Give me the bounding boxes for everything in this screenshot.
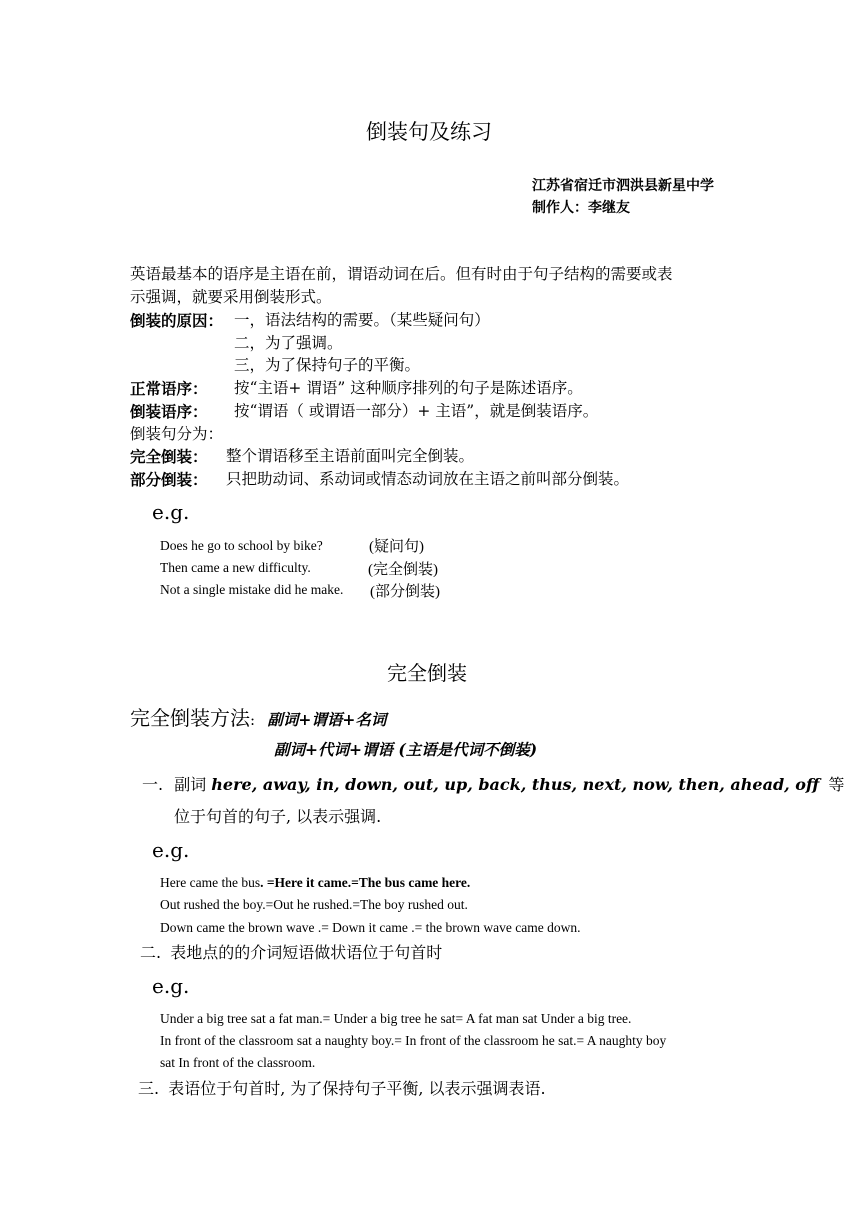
example-under-tree: Under a big tree sat a fat man.= Under a big tree he sat= A fat man sat Under a big tree. — [160, 1011, 632, 1026]
document-title: 倒装句及练习 — [366, 120, 492, 144]
point-3-number: 三. — [138, 1079, 160, 1098]
eg-label-2: e.g. — [152, 838, 190, 862]
point-3-text: 表语位于句首时, 为了保持句子平衡, 以表示强调表语. — [168, 1079, 546, 1098]
point-2 — [140, 940, 442, 963]
point-3 — [138, 1076, 546, 1099]
reason-3: 三，为了保持句子的平衡。 — [234, 356, 421, 374]
author-school: 江苏省宿迁市泗洪县新星中学 — [532, 178, 714, 194]
partial-inversion-text: 只把助动词、系动词或情态动词放在主语之前叫部分倒装。 — [226, 470, 630, 488]
example-1-note: (疑问句) — [369, 539, 424, 555]
method-label: 完全倒装方法 — [130, 706, 250, 730]
author-maker: 制作人：李继友 — [532, 200, 630, 216]
example-down-came: Down came the brown wave .= Down it came .= the brown wave came down. — [160, 920, 581, 935]
point-2-number: 二. — [140, 943, 162, 962]
point-1-line-2: 位于句首的句子, 以表示强调. — [174, 807, 382, 826]
example-here-came-a: Here came the bus — [160, 875, 261, 890]
point-1-suffix: 等 — [828, 775, 845, 794]
normal-order-text: 按“主语+ 谓语” 这种顺序排列的句子是陈述语序。 — [234, 379, 583, 397]
point-1-adverbs: here, away, in, down, out, up, back, thus, next, now, then, ahead, off — [211, 775, 820, 794]
full-inversion-text: 整个谓语移至主语前面叫完全倒装。 — [226, 447, 475, 465]
example-1-en: Does he go to school by bike? — [160, 538, 323, 553]
inverted-order-text: 按“谓语（ 或谓语一部分）+ 主语”，就是倒装语序。 — [234, 402, 599, 420]
eg-label-3: e.g. — [152, 974, 190, 998]
point-1-prefix: 副词 — [174, 775, 207, 794]
method-heading — [130, 702, 386, 731]
example-in-front-2: sat In front of the classroom. — [160, 1055, 316, 1070]
reasons-label: 倒装的原因： — [130, 311, 224, 330]
normal-order-label: 正常语序： — [130, 379, 208, 398]
example-2-note: (完全倒装) — [368, 562, 438, 578]
partial-inversion-label: 部分倒装： — [130, 470, 208, 489]
example-here-came — [160, 875, 470, 891]
reason-2: 二，为了强调。 — [234, 334, 343, 352]
example-out-rushed: Out rushed the boy.=Out he rushed.=The boy rushed out. — [160, 897, 468, 912]
point-1-number: 一. — [142, 775, 164, 794]
intro-line-2: 示强调，就要采用倒装形式。 — [130, 288, 332, 306]
reason-1: 一，语法结构的需要。（某些疑问句） — [234, 311, 490, 329]
intro-line-1: 英语最基本的语序是主语在前，谓语动词在后。但有时由于句子结构的需要或表 — [130, 265, 673, 283]
example-2-en: Then came a new difficulty. — [160, 560, 311, 575]
example-in-front-1: In front of the classroom sat a naughty boy.= In front of the classroom he sat.= A naughty boy — [160, 1033, 667, 1048]
example-3-en: Not a single mistake did he make. — [160, 582, 344, 597]
eg-label-1: e.g. — [152, 500, 190, 524]
point-2-text: 表地点的的介词短语做状语位于句首时 — [170, 943, 443, 962]
method-colon: : — [250, 711, 256, 729]
full-inversion-label: 完全倒装： — [130, 447, 208, 466]
types-intro: 倒装句分为： — [130, 425, 224, 443]
example-3-note: (部分倒装) — [370, 584, 440, 600]
example-here-came-b: . =Here it came.=The bus came here. — [260, 875, 471, 890]
method-formula-2: 副词+代词+谓语 (主语是代词不倒装) — [274, 740, 538, 759]
method-formula-1: 副词+谓语+名词 — [267, 710, 387, 729]
inverted-order-label: 倒装语序： — [130, 402, 208, 421]
point-1 — [142, 772, 844, 795]
section-title-full-inversion: 完全倒装 — [387, 661, 467, 685]
